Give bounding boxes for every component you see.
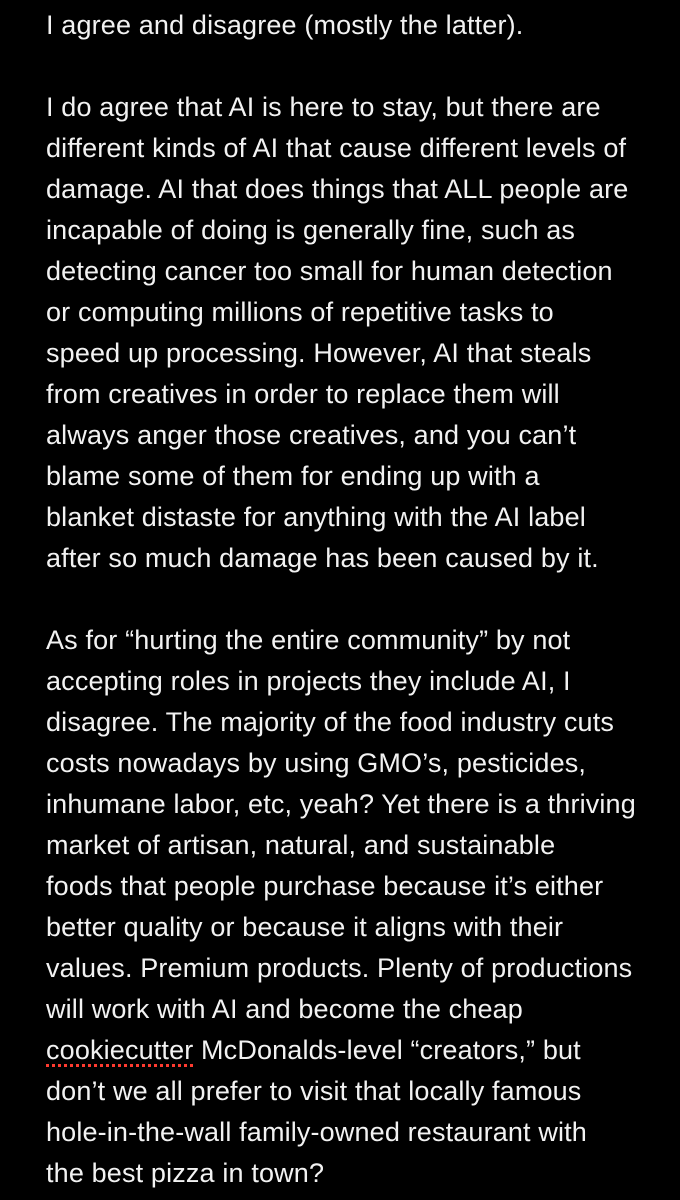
text-line: the best pizza in town? bbox=[46, 1158, 325, 1188]
text-line: inhumane labor, etc, yeah? Yet there is a thriving bbox=[46, 789, 636, 819]
text-line: hole-in-the-wall family-owned restaurant with bbox=[46, 1117, 587, 1147]
text-line: I agree and disagree (mostly the latter). bbox=[46, 10, 524, 40]
text-line: from creatives in order to replace them will bbox=[46, 379, 560, 409]
text-line: better quality or because it aligns with their bbox=[46, 912, 564, 942]
text-line: blanket distaste for anything with the AI label bbox=[46, 502, 586, 532]
text-line: speed up processing. However, AI that steals bbox=[46, 338, 592, 368]
text-line: values. Premium products. Plenty of productions bbox=[46, 953, 633, 983]
text-line: market of artisan, natural, and sustainable bbox=[46, 830, 556, 860]
text-line-with-spellcheck bbox=[46, 1030, 581, 1071]
text-line: or computing millions of repetitive tasks to bbox=[46, 297, 554, 327]
text-line: always anger those creatives, and you can’t bbox=[46, 420, 577, 450]
text-line: detecting cancer too small for human detection bbox=[46, 256, 613, 286]
text-line: will work with AI and become the cheap bbox=[46, 994, 523, 1024]
text-line: blame some of them for ending up with a bbox=[46, 461, 540, 491]
text-line: costs nowadays by using GMO’s, pesticides, bbox=[46, 748, 587, 778]
text-line: damage. AI that does things that ALL people are bbox=[46, 174, 629, 204]
text-line: I do agree that AI is here to stay, but there are bbox=[46, 92, 601, 122]
text-line: As for “hurting the entire community” by not bbox=[46, 625, 571, 655]
text-line: after so much damage has been caused by it. bbox=[46, 543, 599, 573]
misspelled-word[interactable]: cookiecutter bbox=[46, 1035, 194, 1065]
text-line: don’t we all prefer to visit that locally famous bbox=[46, 1076, 582, 1106]
text-line: accepting roles in projects they include AI, I bbox=[46, 666, 571, 696]
text-line: different kinds of AI that cause different levels of bbox=[46, 133, 627, 163]
text-line: disagree. The majority of the food industry cuts bbox=[46, 707, 614, 737]
text-line: incapable of doing is generally fine, such as bbox=[46, 215, 576, 245]
text-line: foods that people purchase because it’s either bbox=[46, 871, 604, 901]
text-line-rest: McDonalds-level “creators,” but bbox=[193, 1035, 581, 1065]
